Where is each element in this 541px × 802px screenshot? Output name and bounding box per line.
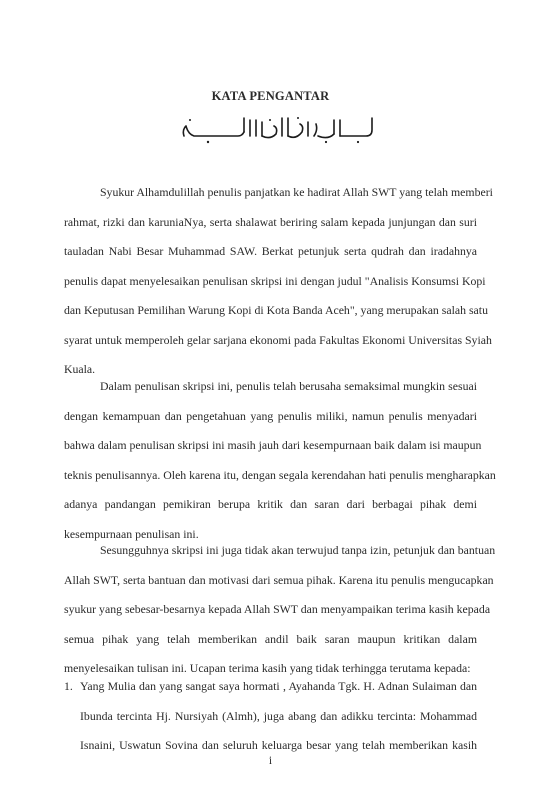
list-number: 1. <box>64 679 73 693</box>
paragraph-line: adanya pandangan pemikiran berupa kritik dan saran dari berbagai pihak demi <box>64 497 477 511</box>
paragraph-line: Allah SWT, serta bantuan dan motivasi dari semua pihak. Karena itu penulis mengucapkan <box>64 572 494 587</box>
paragraph-line: dan Keputusan Pemilihan Warung Kopi di Kota Banda Aceh", yang merupakan salah satu <box>64 303 488 317</box>
paragraph-line: Syukur Alhamdulillah penulis panjatkan ke hadirat Allah SWT yang telah memberi <box>100 185 493 199</box>
list-line: Yang Mulia dan yang sangat saya hormati , Ayahanda Tgk. H. Adnan Sulaiman dan <box>80 679 477 693</box>
page-title: KATA PENGANTAR <box>211 89 330 103</box>
paragraph-line: rahmat, rizki dan karuniaNya, serta shalawat beriring salam kepada junjungan dan suri <box>64 214 477 229</box>
basmalah-calligraphy <box>178 112 378 146</box>
paragraph-1 <box>64 178 493 385</box>
paragraph-line: dengan kemampuan dan pengetahuan yang penulis miliki, namun penulis menyadari <box>64 408 477 423</box>
paragraph-line: semua pihak yang telah memberikan andil baik saran maupun kritikan dalam <box>64 631 477 646</box>
paragraph-line: tauladan Nabi Besar Muhammad SAW. Berkat petunjuk serta qudrah dan iradahnya <box>64 244 477 258</box>
paragraph-line: Sesungguhnya skripsi ini juga tidak akan terwujud tanpa izin, petunjuk dan bantuan <box>100 543 496 557</box>
page-number: i <box>268 755 273 767</box>
list-text <box>80 672 477 761</box>
list-line: Isnaini, Uswatun Sovina dan seluruh keluarga besar yang telah memberikan kasih <box>80 738 477 752</box>
paragraph-line: menyelesaikan tulisan ini. Ucapan terima kasih yang tidak terhingga terutama kepada: <box>64 661 471 675</box>
paragraph-line: teknis penulisannya. Oleh karena itu, dengan segala kerendahan hati penulis mengharapkan <box>64 467 496 482</box>
paragraph-line: kesempurnaan penulisan ini. <box>64 526 199 541</box>
paragraph-2 <box>64 372 496 549</box>
paragraph-line: Dalam penulisan skripsi ini, penulis telah berusaha semaksimal mungkin sesuai <box>100 379 477 393</box>
paragraph-line: bahwa dalam penulisan skripsi ini masih jauh dari kesempurnaan baik dalam isi maupun <box>64 438 482 452</box>
paragraph-line: Kuala. <box>64 362 96 376</box>
paragraph-3 <box>64 536 496 684</box>
paragraph-line: penulis dapat menyelesaikan penulisan skripsi ini dengan judul "Analisis Konsumsi Kopi <box>64 273 486 288</box>
paragraph-line: syukur yang sebesar-besarnya kepada Allah SWT dan menyampaikan terima kasih kepada <box>64 602 491 616</box>
paragraph-line: syarat untuk memperoleh gelar sarjana ekonomi pada Fakultas Ekonomi Universitas Syiah <box>64 332 492 347</box>
list-line: Ibunda tercinta Hj. Nursiyah (Almh), juga abang dan adikku tercinta: Mohammad <box>80 708 477 723</box>
